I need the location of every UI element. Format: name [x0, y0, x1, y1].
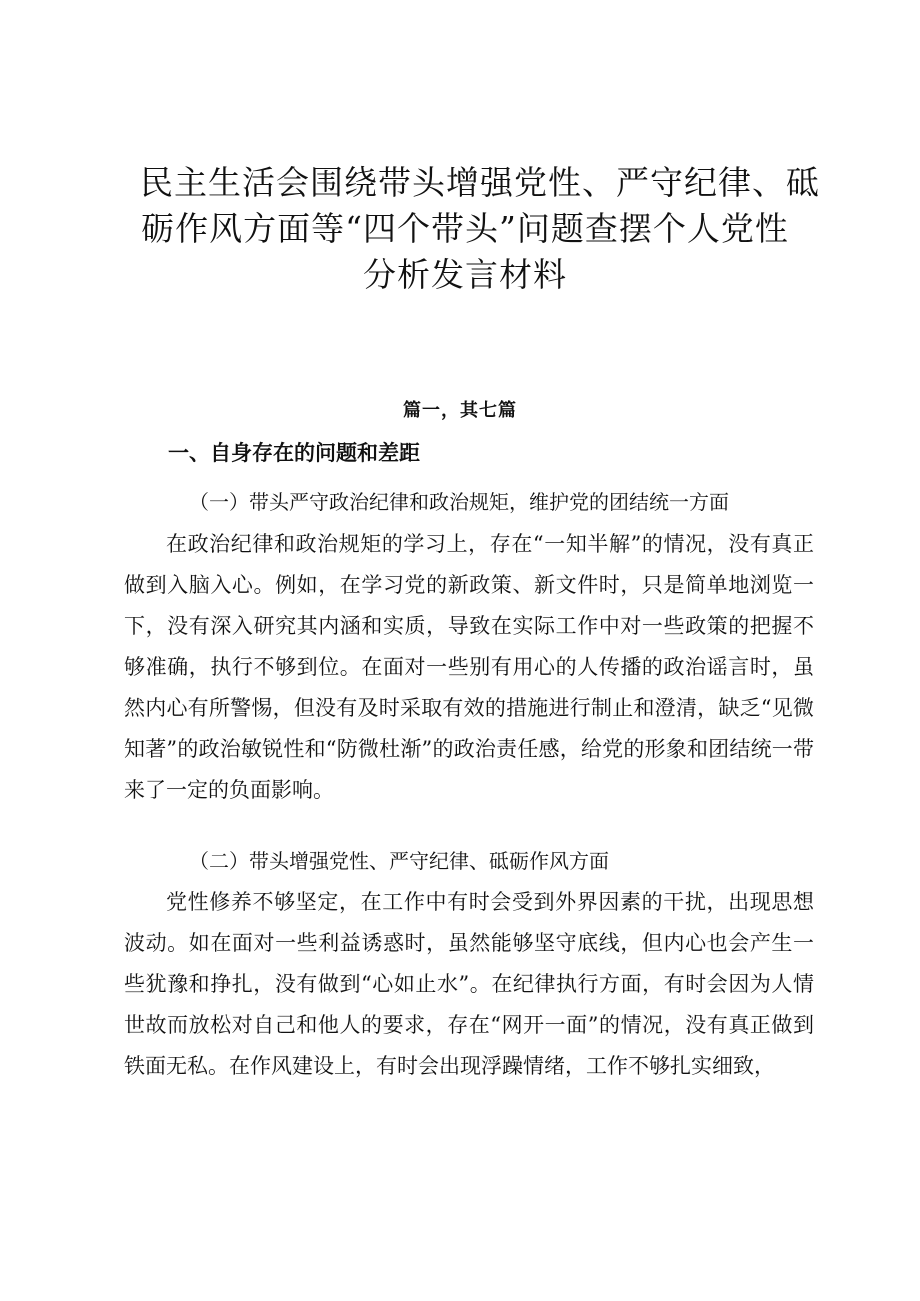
paragraph-1: 在政治纪律和政治规矩的学习上，存在“一知半解”的情况，没有真正做到入脑入心。例如，在学习党的新政策、新文件时，只是简单地浏览一下，没有深入研究其内涵和实质，导致在实际工作中对一些政策的把握不够准确，执行不够到位。在面对一些别有用心的人传播的政治谣言时，虽然内心有所警惕，但没有及时采取有效的措施进行制止和澄清，缺乏“见微知著”的政治敏锐性和“防微杜渐”的政治责任感，给党的形象和团结统一带来了一定的负面影响。 [124, 532, 814, 802]
title-line-2: 砺作风方面等“四个带头”问题查摆个人党性 [141, 209, 789, 248]
document-subtitle: 篇一，其七篇 [403, 400, 517, 421]
document-title [140, 160, 820, 298]
subsection-heading-1: （一）带头严守政治纪律和政治规矩，维护党的团结统一方面 [189, 490, 729, 514]
section-heading: 一、自身存在的问题和差距 [168, 441, 420, 465]
title-line-3: 分析发言材料 [363, 255, 567, 294]
subsection-heading-2: （二）带头增强党性、严守纪律、砥砺作风方面 [189, 849, 609, 873]
title-line-1: 民主生活会围绕带头增强党性、严守纪律、砥 [140, 163, 820, 202]
paragraph-2: 党性修养不够坚定，在工作中有时会受到外界因素的干扰，出现思想波动。如在面对一些利益诱惑时，虽然能够坚守底线，但内心也会产生一些犹豫和挣扎，没有做到“心如止水”。在纪律执行方面，有时会因为人情世故而放松对自己和他人的要求，存在“网开一面”的情况，没有真正做到铁面无私。在作风建设上，有时会出现浮躁情绪，工作不够扎实细致， [124, 890, 814, 1078]
